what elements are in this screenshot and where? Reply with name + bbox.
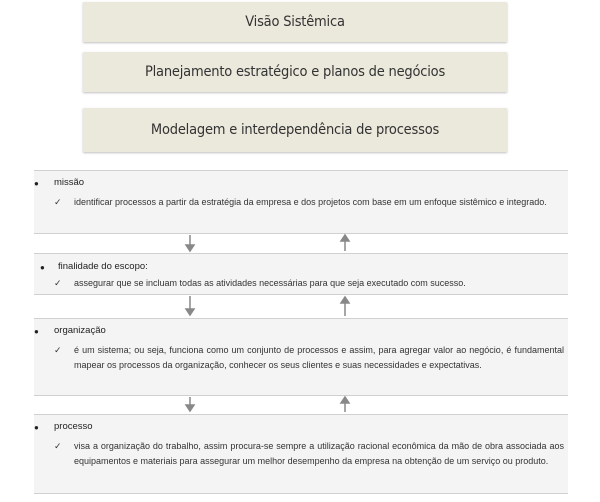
arrow-down-icon (186, 235, 194, 251)
check-mark-icon: ✓ (54, 278, 62, 288)
banner-modelagem: Modelagem e interdependência de processos (83, 108, 507, 152)
check-mark-icon: ✓ (54, 345, 62, 355)
section-title: processo (54, 421, 93, 432)
bullet-dot-icon: ● (34, 179, 39, 188)
bullet-dot-icon: ● (34, 423, 39, 432)
section-title: missão (54, 177, 85, 188)
check-mark-icon: ✓ (54, 441, 62, 451)
bullet-dot-icon: ● (34, 327, 39, 336)
section-text: identificar processos a partir da estratégia da empresa e dos projetos com base em um enfoque sistêmico e integrado. (74, 197, 547, 207)
arrow-up-icon (341, 235, 349, 251)
arrow-up-icon (341, 297, 349, 316)
check-mark-icon: ✓ (54, 197, 62, 207)
arrow-up-icon (341, 397, 349, 412)
bullet-dot-icon: ● (40, 263, 45, 272)
section-title: organização (54, 325, 106, 336)
section-text: é um sistema; ou seja, funciona como um conjunto de processos e assim, para agregar valor ao negócio, é fundamental mapear os processos da organização, conhecer os seus clientes e suas necessidades e expectativas. (74, 345, 564, 370)
section-text: assegurar que se incluam todas as atividades necessárias para que seja executado com sucesso. (74, 278, 466, 288)
arrow-down-icon (186, 296, 194, 315)
banner-planejamento: Planejamento estratégico e planos de negócios (83, 52, 507, 92)
banner-visao-sistemica: Visão Sistêmica (83, 2, 507, 42)
arrow-down-icon (186, 397, 194, 411)
section-title: finalidade do escopo: (58, 261, 148, 272)
section-text: visa a organização do trabalho, assim procura-se sempre a utilização racional econômica da mão de obra associada aos equipamentos e materiais para assegurar um melhor desempenho da empresa na obtenção de um serviço ou produto. (74, 441, 564, 466)
